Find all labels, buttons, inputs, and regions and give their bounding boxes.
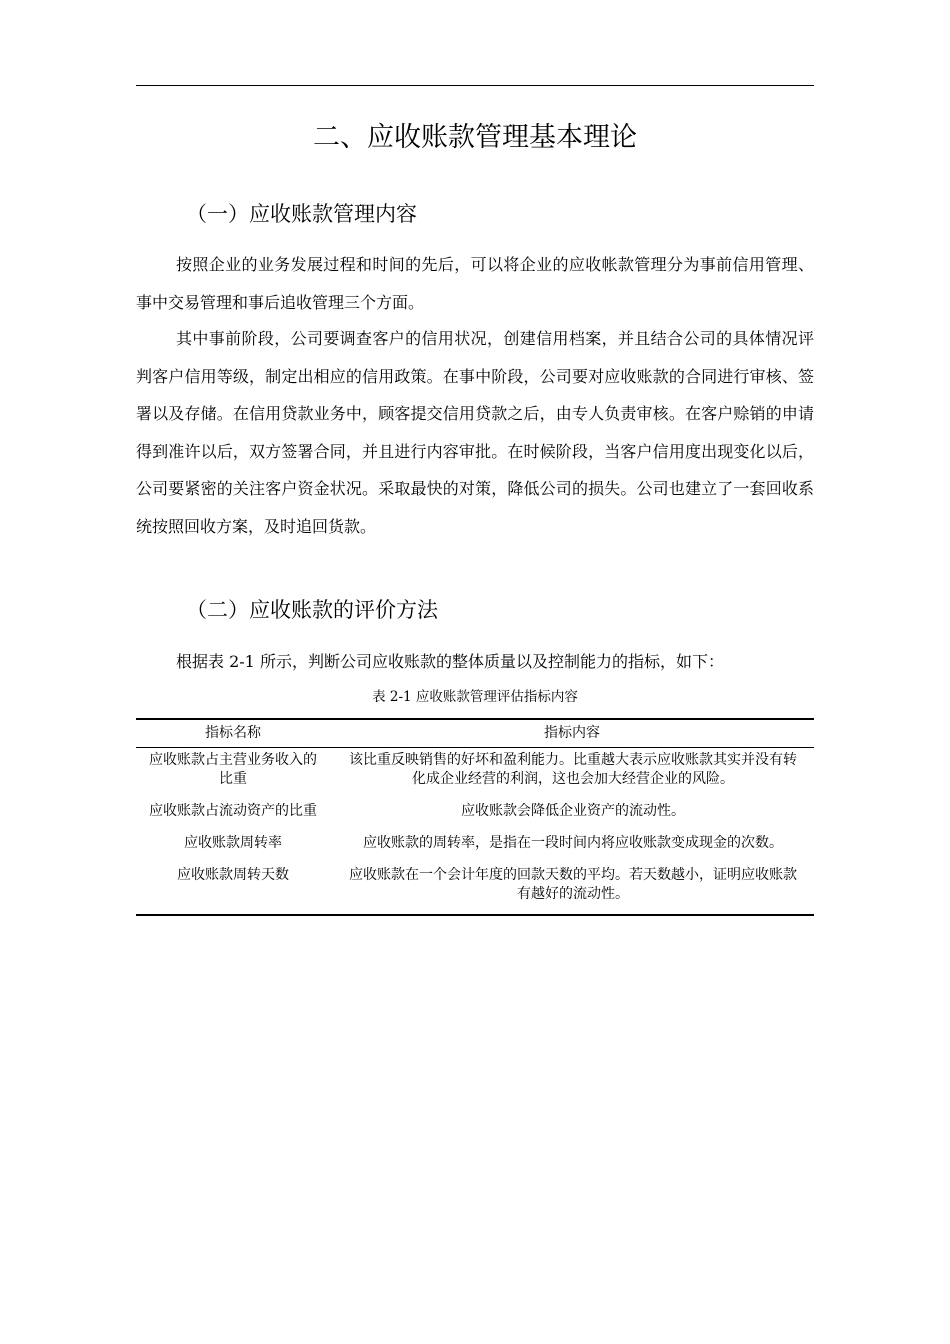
- table-row: [136, 863, 814, 915]
- paragraph-table-intro: 根据表 2-1 所示，判断公司应收账款的整体质量以及控制能力的指标，如下：: [176, 652, 724, 671]
- column-header-metric-name: 指标名称: [136, 719, 330, 748]
- column-header-metric-content: 指标内容: [330, 719, 814, 748]
- table-row: [136, 748, 814, 800]
- metric-name-cell: 应收账款周转率: [184, 835, 282, 851]
- table-caption: 表 2-1 应收账款管理评估指标内容: [372, 689, 578, 705]
- metric-name-cell: 应收账款占流动资产的比重: [149, 803, 317, 819]
- chapter-title: 二、应收账款管理基本理论: [313, 122, 637, 153]
- paragraph-intro: 按照企业的业务发展过程和时间的先后，可以将企业的应收帐款管理分为事前信用管理、事中交易管理和事后追收管理三个方面。: [136, 255, 814, 312]
- metrics-table: [136, 718, 814, 916]
- table-header-row: [136, 719, 814, 748]
- metric-content-cell: 该比重反映销售的好坏和盈利能力。比重越大表示应收账款其实并没有转化成企业经营的利润，这也会加大经营企业的风险。: [349, 752, 797, 787]
- metric-content-cell: 应收账款的周转率，是指在一段时间内将应收账款变成现金的次数。: [363, 835, 783, 851]
- section-heading-management-content: （一）应收账款管理内容: [186, 202, 417, 226]
- paragraph-stages: 其中事前阶段，公司要调查客户的信用状况，创建信用档案，并且结合公司的具体情况评判客户信用等级，制定出相应的信用政策。在事中阶段，公司要对应收账款的合同进行审核、签署以及存储。在信用贷款业务中，顾客提交信用贷款之后，由专人负责审核。在客户赊销的申请得到准许以后，双方签署合同，并且进行内容审批。在时候阶段，当客户信用度出现变化以后，公司要紧密的关注客户资金状况。采取最快的对策，降低公司的损失。公司也建立了一套回收系统按照回收方案，及时追回货款。: [136, 329, 814, 536]
- metric-content-cell: 应收账款会降低企业资产的流动性。: [461, 803, 685, 819]
- table-row: [136, 799, 814, 831]
- metric-content-cell: 应收账款在一个会计年度的回款天数的平均。若天数越小，证明应收账款有越好的流动性。: [349, 867, 797, 902]
- section-heading-evaluation-methods: （二）应收账款的评价方法: [186, 598, 438, 622]
- header-rule: [136, 85, 814, 86]
- metric-name-cell: 应收账款占主营业务收入的比重: [149, 752, 317, 787]
- metric-name-cell: 应收账款周转天数: [177, 867, 289, 883]
- table-row: [136, 831, 814, 863]
